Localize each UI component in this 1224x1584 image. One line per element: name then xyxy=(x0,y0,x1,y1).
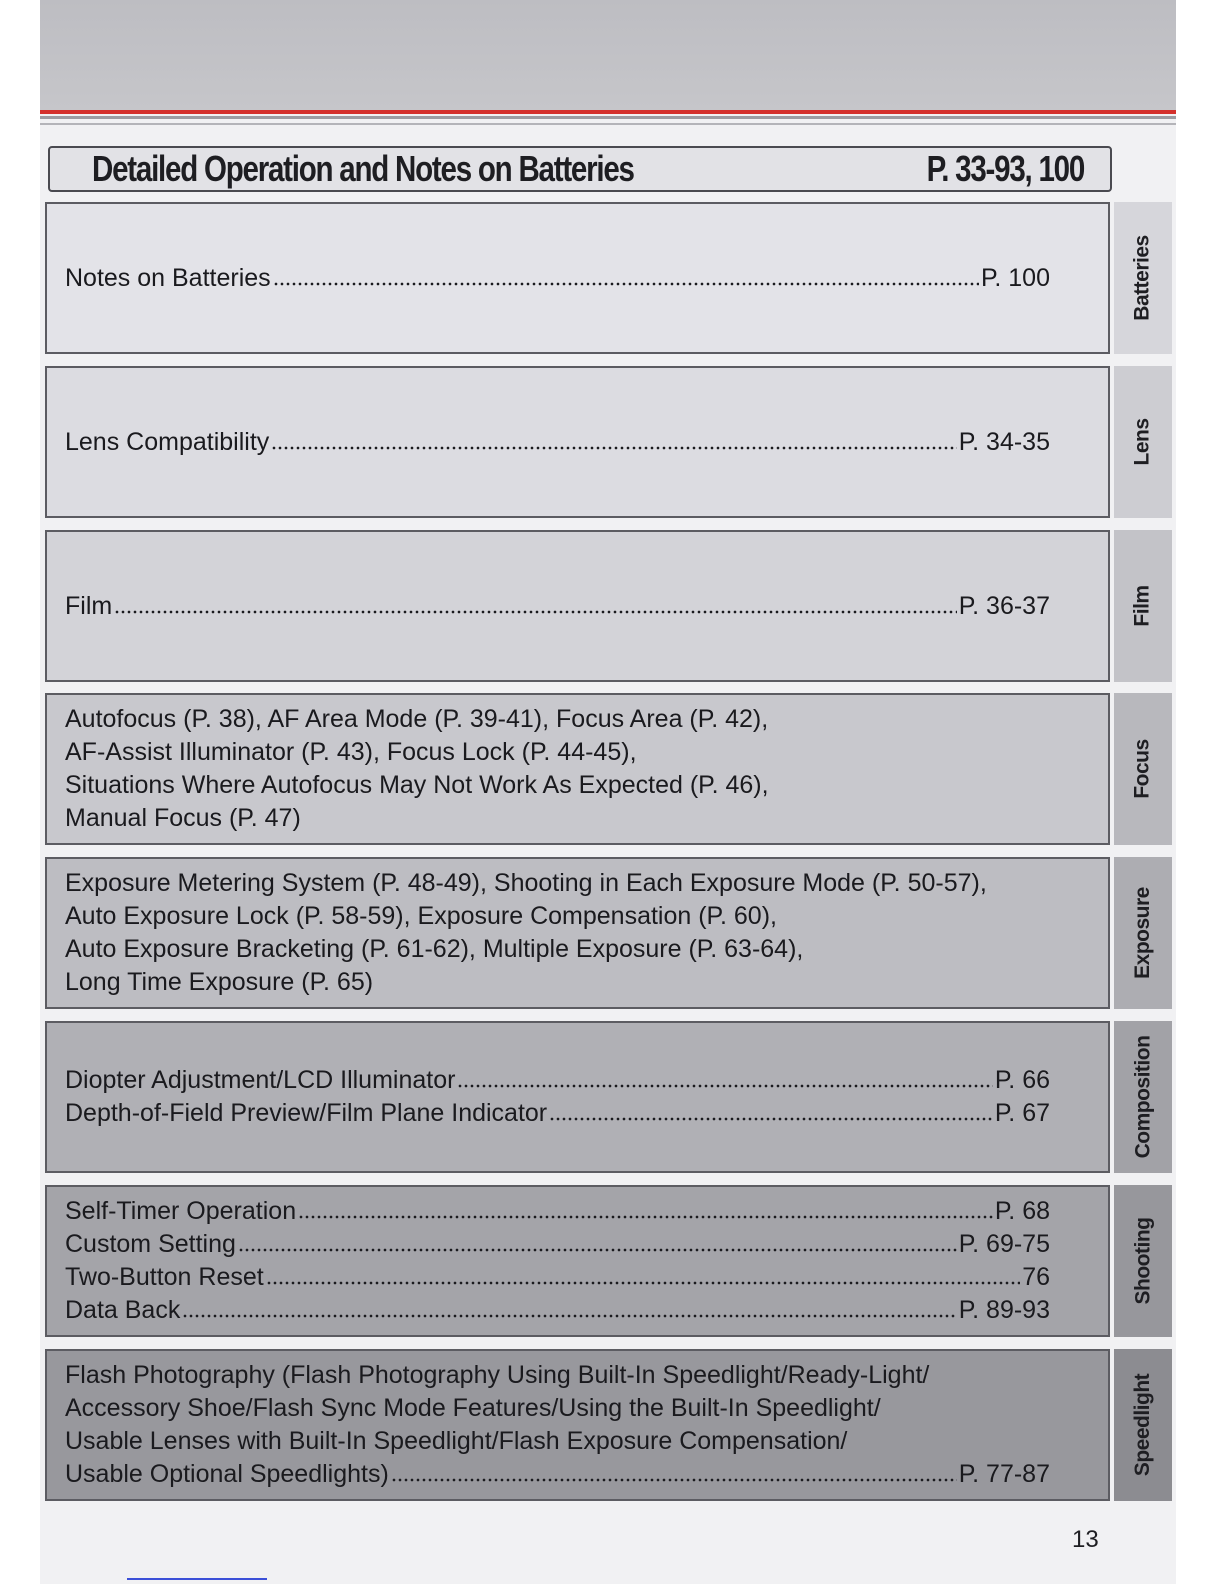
side-tab-shooting[interactable] xyxy=(1114,1185,1172,1337)
side-tab-film[interactable] xyxy=(1114,530,1172,682)
side-tab-label: Composition xyxy=(1131,1035,1155,1159)
section-text-line: Situations Where Autofocus May Not Work As Expected (P. 46), xyxy=(65,771,769,799)
section-text-line: Autofocus (P. 38), AF Area Mode (P. 39-41), Focus Area (P. 42), xyxy=(65,705,769,733)
section-text-line: Usable Lenses with Built-In Speedlight/Flash Exposure Compensation/ xyxy=(65,1427,848,1455)
side-tab-label: Lens xyxy=(1130,418,1154,466)
section-page-range: P. 33-93, 100 xyxy=(926,148,1084,189)
toc-entry[interactable] xyxy=(65,426,1090,459)
toc-entry-label: Notes on Batteries xyxy=(65,263,271,292)
side-tab-label: Speedlight xyxy=(1131,1373,1154,1477)
toc-entry[interactable] xyxy=(65,1261,1090,1294)
toc-entry-page: P. 68 xyxy=(994,1197,1050,1225)
toc-entry[interactable] xyxy=(65,1228,1090,1261)
toc-entry-label: Depth-of-Field Preview/Film Plane Indicator xyxy=(65,1099,548,1127)
dot-leader xyxy=(182,1310,956,1318)
section-box-composition xyxy=(45,1021,1110,1173)
toc-entry-label: Custom Setting xyxy=(65,1230,236,1258)
section-box-lens xyxy=(45,366,1110,518)
toc-entry-page: P. 69-75 xyxy=(958,1230,1050,1258)
side-tab-speedlight[interactable] xyxy=(1114,1349,1172,1501)
section-box-focus xyxy=(45,693,1110,845)
toc-entry-label: Diopter Adjustment/LCD Illuminator xyxy=(65,1066,456,1094)
toc-entry-page: P. 66 xyxy=(994,1066,1050,1094)
section-text-line: Auto Exposure Lock (P. 58-59), Exposure Compensation (P. 60), xyxy=(65,902,777,930)
section-text-line: Flash Photography (Flash Photography Using Built-In Speedlight/Ready-Light/ xyxy=(65,1361,930,1389)
toc-entry-label: Self-Timer Operation xyxy=(65,1197,297,1225)
side-tab-label: Film xyxy=(1130,585,1154,627)
dot-leader xyxy=(298,1211,993,1219)
toc-entry-page: P. 100 xyxy=(980,263,1050,292)
side-tab-focus[interactable] xyxy=(1114,693,1172,845)
dot-leader xyxy=(549,1113,993,1121)
dot-leader xyxy=(266,1277,1020,1285)
toc-entry[interactable] xyxy=(65,1195,1090,1228)
side-tab-label: Shooting xyxy=(1131,1217,1155,1305)
top-rule-secondary xyxy=(40,123,1176,125)
side-tab-label: Batteries xyxy=(1131,235,1155,321)
dot-leader xyxy=(271,442,956,450)
section-box-film xyxy=(45,530,1110,682)
dot-leader xyxy=(391,1474,957,1482)
dot-leader xyxy=(114,606,956,614)
side-tab-composition[interactable] xyxy=(1114,1021,1172,1173)
section-text-line: AF-Assist Illuminator (P. 43), Focus Lock (P. 44-45), xyxy=(65,738,637,766)
section-text-line: Manual Focus (P. 47) xyxy=(65,804,301,832)
side-tab-lens[interactable] xyxy=(1114,366,1172,518)
toc-entry-page: P. 36-37 xyxy=(958,591,1050,620)
toc-entry-label: Film xyxy=(65,591,113,620)
side-tab-label: Focus xyxy=(1131,739,1154,799)
top-band xyxy=(40,0,1176,112)
toc-entry[interactable] xyxy=(65,1097,1090,1130)
toc-entry-page: P. 34-35 xyxy=(958,427,1050,456)
toc-entry-label: Usable Optional Speedlights) xyxy=(65,1460,389,1488)
dot-leader xyxy=(238,1244,957,1252)
toc-entry-page: P. 67 xyxy=(994,1099,1050,1127)
toc-entry[interactable] xyxy=(65,1294,1090,1327)
toc-entry[interactable] xyxy=(65,262,1090,295)
section-box-exposure xyxy=(45,857,1110,1009)
toc-entry[interactable] xyxy=(65,590,1090,623)
toc-entry-page: P. 89-93 xyxy=(958,1296,1050,1324)
side-tab-batteries[interactable] xyxy=(1114,202,1172,354)
section-header xyxy=(48,146,1112,192)
toc-entry-page: P. 77-87 xyxy=(958,1460,1050,1488)
section-box-shooting xyxy=(45,1185,1110,1337)
toc-entry-label: Two-Button Reset xyxy=(65,1263,264,1291)
toc-entry[interactable] xyxy=(65,1064,1090,1097)
section-title: Detailed Operation and Notes on Batteries xyxy=(92,148,634,189)
side-tab-exposure[interactable] xyxy=(1114,857,1172,1009)
dot-leader xyxy=(273,278,979,286)
section-box-speedlight xyxy=(45,1349,1110,1501)
dot-leader xyxy=(457,1080,992,1088)
footer-link-underline xyxy=(127,1578,267,1580)
page-number: 13 xyxy=(1072,1526,1099,1553)
toc-entry-page: 76 xyxy=(1022,1263,1050,1291)
section-text-line: Auto Exposure Bracketing (P. 61-62), Multiple Exposure (P. 63-64), xyxy=(65,935,804,963)
toc-entry[interactable] xyxy=(65,1458,1090,1491)
toc-entry-label: Lens Compatibility xyxy=(65,427,270,456)
top-red-rule xyxy=(40,110,1176,114)
section-box-batteries xyxy=(45,202,1110,354)
section-text-line: Accessory Shoe/Flash Sync Mode Features/Using the Built-In Speedlight/ xyxy=(65,1394,881,1422)
top-rule xyxy=(40,116,1176,119)
side-tab-label: Exposure xyxy=(1131,887,1155,979)
toc-entry-label: Data Back xyxy=(65,1296,181,1324)
section-text-line: Long Time Exposure (P. 65) xyxy=(65,968,374,996)
section-text-line: Exposure Metering System (P. 48-49), Shooting in Each Exposure Mode (P. 50-57), xyxy=(65,869,987,897)
